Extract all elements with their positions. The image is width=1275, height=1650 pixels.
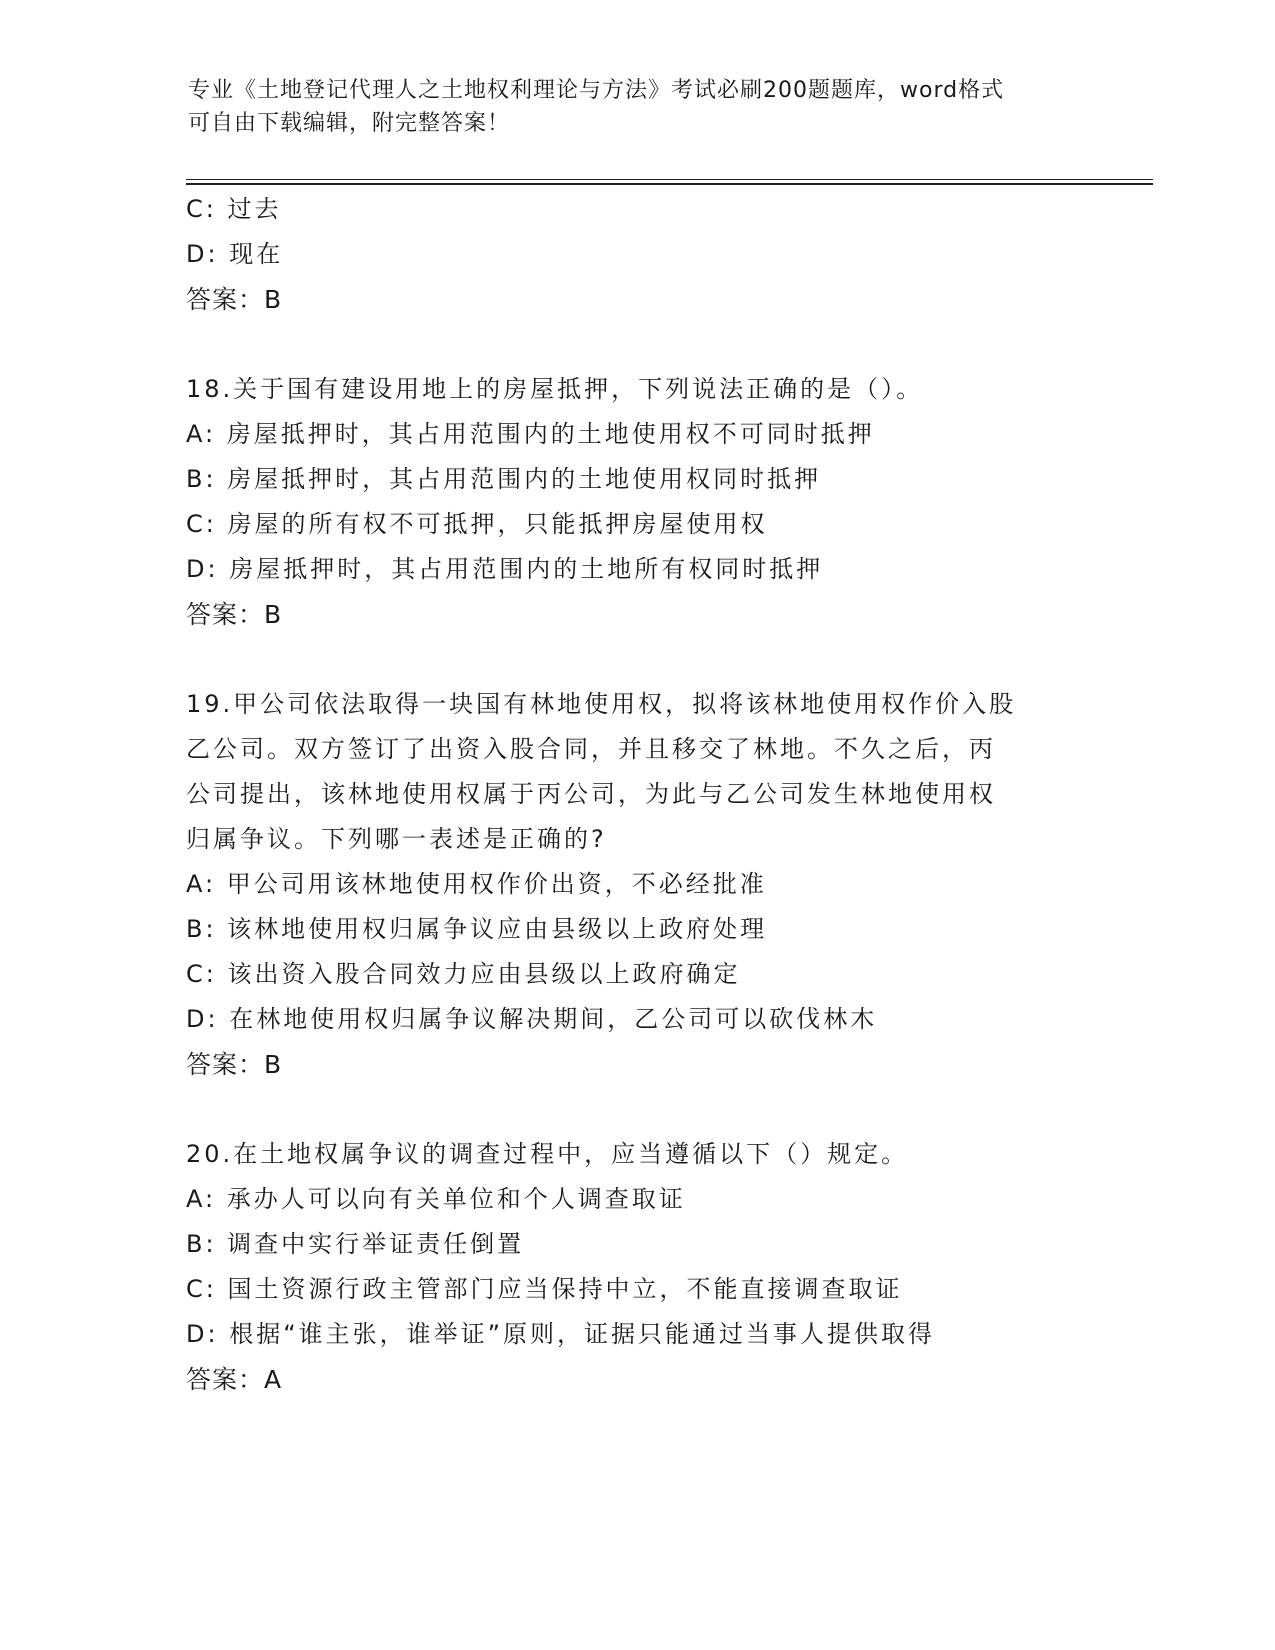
question-19 — [186, 682, 1086, 1087]
answer-line: 答案：B — [186, 600, 283, 629]
answer-line: 答案：B — [186, 285, 283, 314]
option-d: D: 根据“谁主张，谁举证”原则，证据只能通过当事人提供取得 — [186, 1320, 936, 1348]
option-c: C: 该出资入股合同效力应由县级以上政府确定 — [186, 960, 741, 988]
question-stem: 20.在土地权属争议的调查过程中，应当遵循以下（）规定。 — [186, 1140, 909, 1168]
option-a: A: 房屋抵押时，其占用范围内的土地使用权不可同时抵押 — [186, 420, 875, 448]
option-a: A: 甲公司用该林地使用权作价出资，不必经批准 — [186, 870, 767, 898]
header-title-line-1: 专业《土地登记代理人之土地权利理论与方法》考试必刷200题题库，word格式 — [188, 78, 1005, 103]
header-divider-thin — [186, 179, 1153, 180]
question-stem-line-4: 归属争议。下列哪一表述是正确的? — [186, 825, 607, 853]
option-d: D: 房屋抵押时，其占用范围内的土地所有权同时抵押 — [186, 555, 824, 583]
page-header — [188, 74, 1088, 140]
header-title-line-2: 可自由下载编辑，附完整答案！ — [188, 111, 511, 136]
option-c: C: 国土资源行政主管部门应当保持中立，不能直接调查取证 — [186, 1275, 903, 1303]
answer-line: 答案：A — [186, 1365, 283, 1394]
question-spacer — [186, 1087, 1086, 1132]
question-spacer — [186, 322, 1086, 367]
option-b: B: 房屋抵押时，其占用范围内的土地使用权同时抵押 — [186, 465, 822, 493]
option-a: A: 承办人可以向有关单位和个人调查取证 — [186, 1185, 686, 1213]
question-spacer — [186, 637, 1086, 682]
header-divider-thick — [186, 183, 1153, 185]
question-stem-line-1: 19.甲公司依法取得一块国有林地使用权，拟将该林地使用权作价入股 — [186, 690, 1017, 718]
question-stem-line-3: 公司提出，该林地使用权属于丙公司，为此与乙公司发生林地使用权 — [186, 780, 996, 808]
question-20 — [186, 1132, 1086, 1402]
question-17-continued — [186, 187, 1086, 322]
question-stem: 18.关于国有建设用地上的房屋抵押，下列说法正确的是（）。 — [186, 375, 924, 403]
answer-line: 答案：B — [186, 1050, 283, 1079]
option-d: D: 现在 — [186, 240, 284, 268]
question-stem-line-2: 乙公司。双方签订了出资入股合同，并且移交了林地。不久之后，丙 — [186, 735, 996, 763]
question-list — [186, 187, 1086, 1402]
option-c: C: 过去 — [186, 195, 282, 223]
option-c: C: 房屋的所有权不可抵押，只能抵押房屋使用权 — [186, 510, 768, 538]
option-d: D: 在林地使用权归属争议解决期间，乙公司可以砍伐林木 — [186, 1005, 878, 1033]
option-b: B: 该林地使用权归属争议应由县级以上政府处理 — [186, 915, 768, 943]
option-b: B: 调查中实行举证责任倒置 — [186, 1230, 525, 1258]
question-18 — [186, 367, 1086, 637]
